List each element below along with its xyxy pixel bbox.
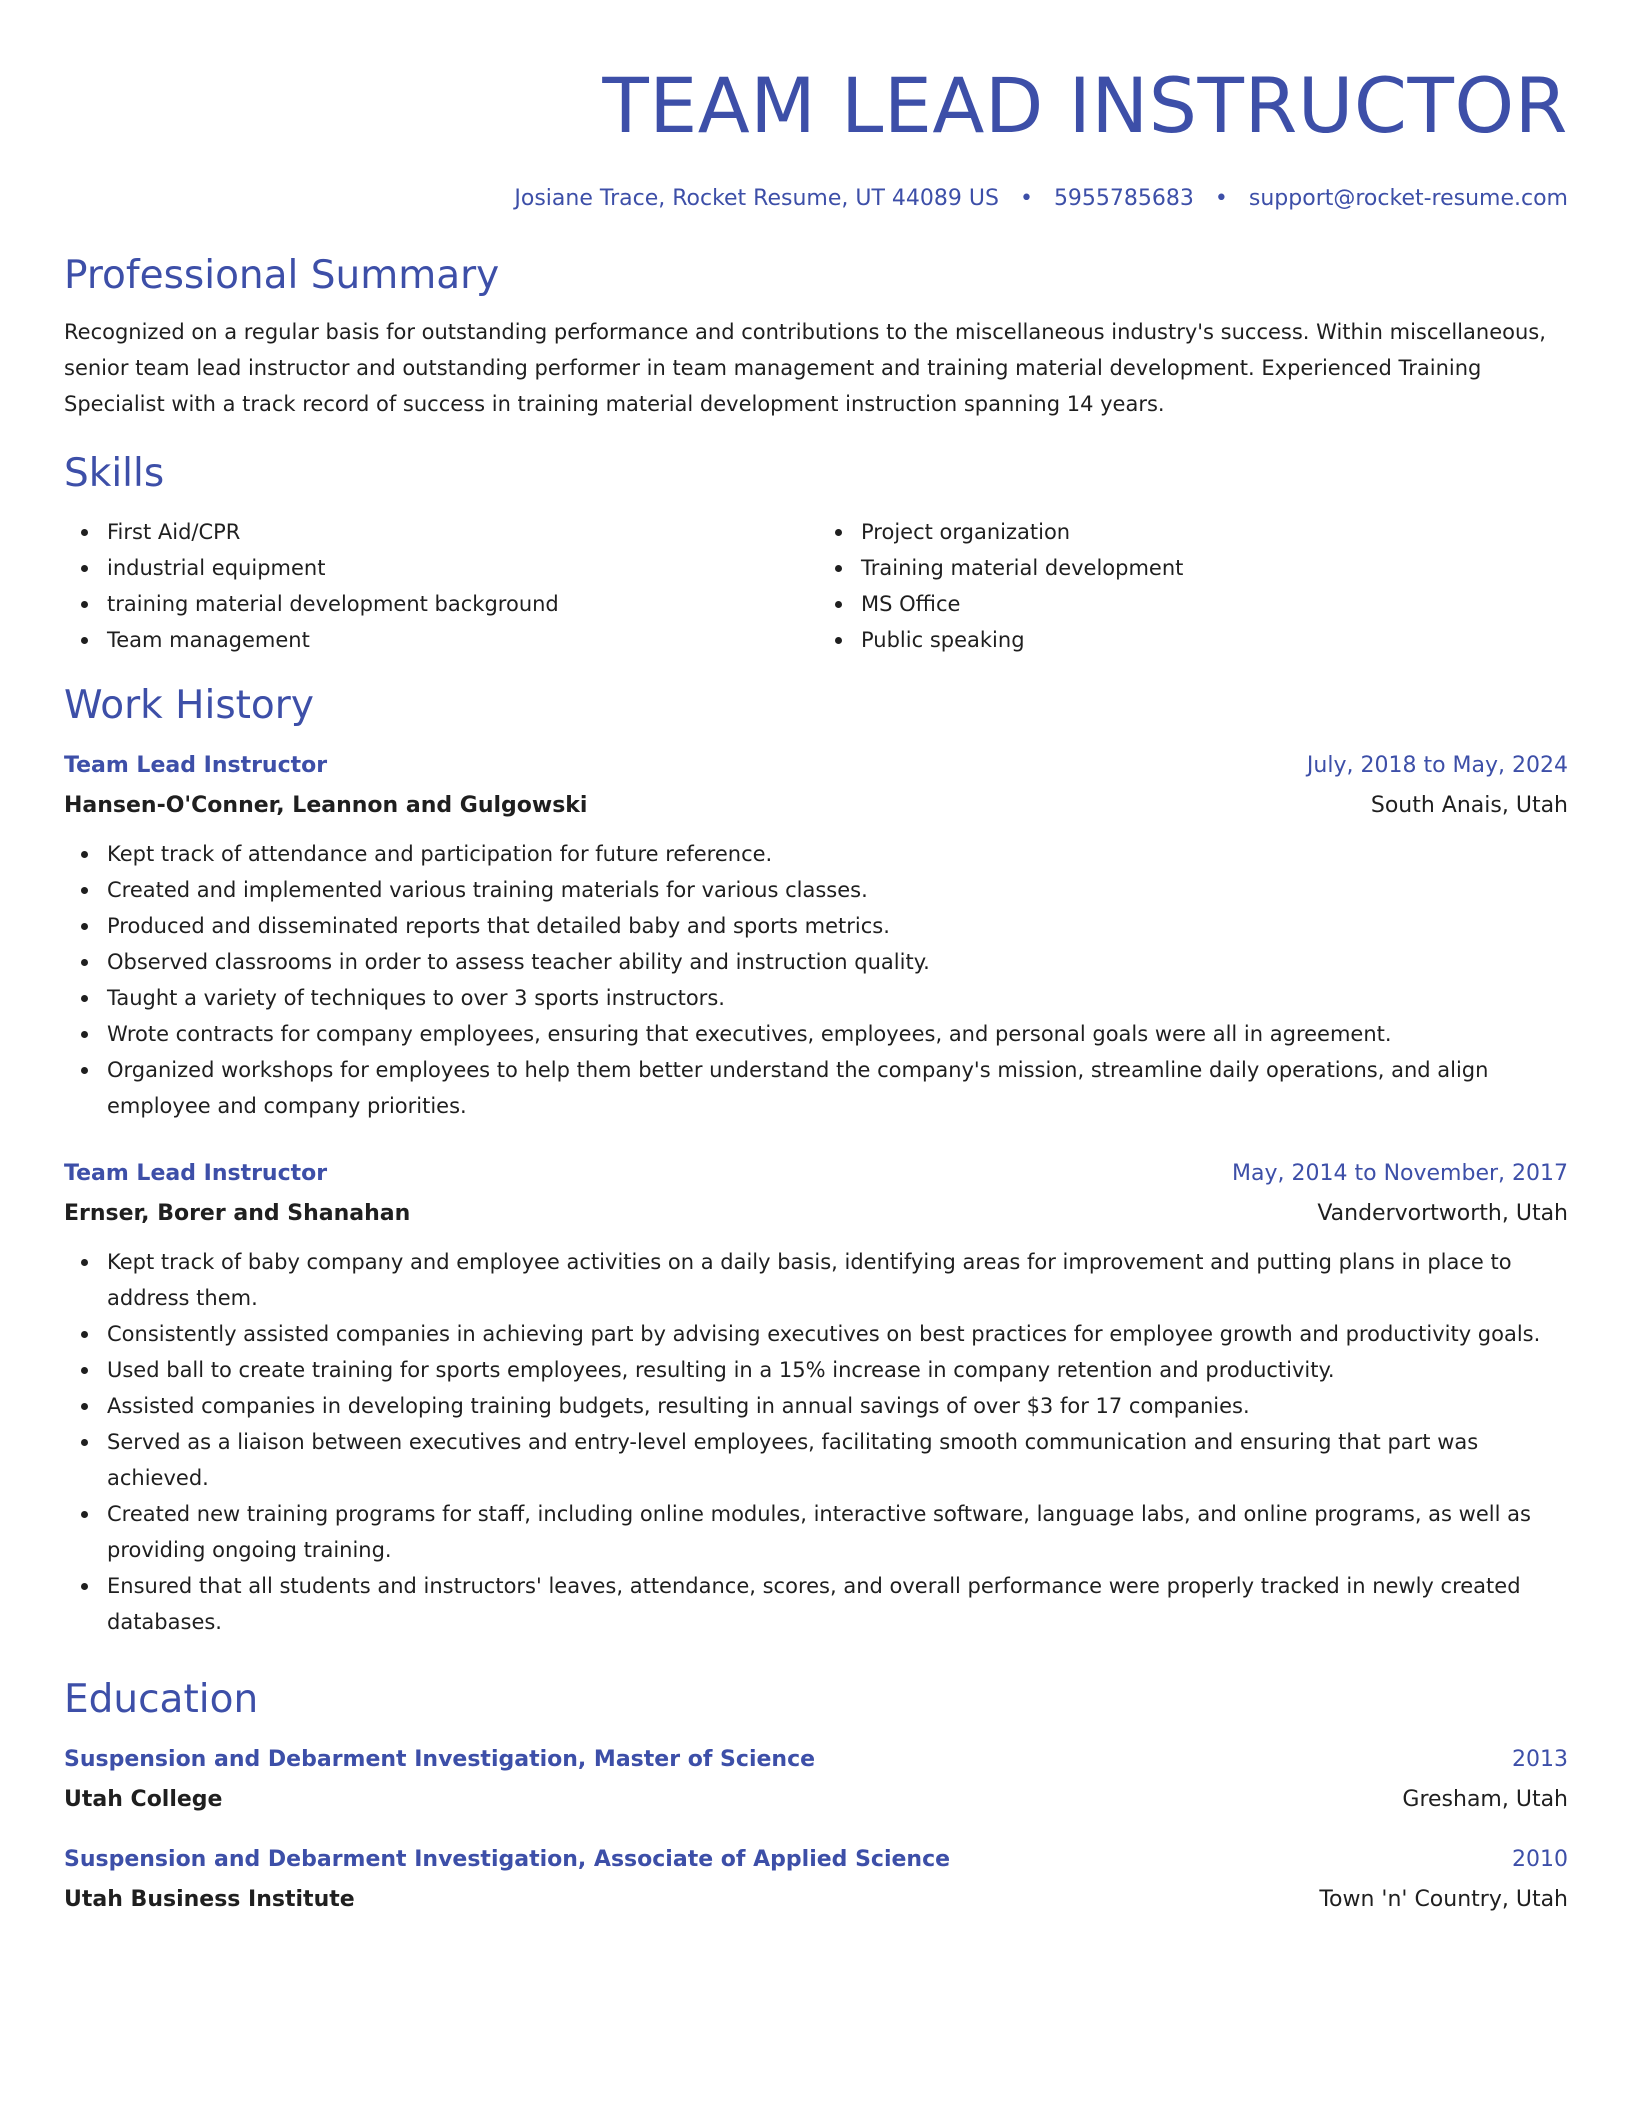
summary-heading: Professional Summary [64, 253, 500, 298]
skill-item: First Aid/CPR [64, 514, 816, 550]
skills-heading: Skills [64, 451, 165, 496]
school-name: Utah Business Institute [64, 1887, 355, 1912]
contact-separator: • [1019, 186, 1033, 211]
skill-item: MS Office [818, 586, 1568, 622]
company-name: Ernser, Borer and Shanahan [64, 1201, 411, 1226]
company-name: Hansen-O'Conner, Leannon and Gulgowski [64, 793, 588, 818]
skills-column-right [818, 514, 1568, 658]
degree-name: Suspension and Debarment Investigation, Master of Science [64, 1747, 816, 1772]
work-entry-subheader [64, 1198, 1568, 1230]
skills-column-left [64, 514, 816, 658]
duty-item: Created and implemented various training materials for various classes. [64, 872, 1568, 908]
graduation-year: 2010 [1512, 1847, 1568, 1872]
contact-email: support@rocket-resume.com [1248, 186, 1568, 211]
job-duties [64, 1244, 1568, 1640]
work-history-heading: Work History [64, 683, 314, 728]
duty-item: Served as a liaison between executives and entry-level employees, facilitating smooth communication and ensuring that part was achieved. [64, 1424, 1568, 1496]
contact-address: Josiane Trace, Rocket Resume, UT 44089 US [514, 186, 999, 211]
job-dates: July, 2018 to May, 2024 [1306, 753, 1568, 778]
duty-item: Consistently assisted companies in achieving part by advising executives on best practices for employee growth and productivity goals. [64, 1316, 1568, 1352]
work-entry-header [64, 750, 1568, 782]
work-entry-subheader [64, 790, 1568, 822]
skill-item: training material development background [64, 586, 816, 622]
duty-item: Produced and disseminated reports that detailed baby and sports metrics. [64, 908, 1568, 944]
job-location: Vandervortworth, Utah [1317, 1201, 1568, 1226]
education-entry-subheader [64, 1884, 1568, 1916]
skill-item: industrial equipment [64, 550, 816, 586]
work-entry [64, 1158, 1568, 1640]
work-entry-header [64, 1158, 1568, 1190]
job-duties [64, 836, 1568, 1124]
contact-phone: 5955785683 [1053, 186, 1194, 211]
skills-list [64, 514, 1568, 658]
skill-item: Team management [64, 622, 816, 658]
degree-name: Suspension and Debarment Investigation, Associate of Applied Science [64, 1847, 951, 1872]
duty-item: Taught a variety of techniques to over 3 sports instructors. [64, 980, 1568, 1016]
duty-item: Used ball to create training for sports employees, resulting in a 15% increase in company retention and productivity. [64, 1352, 1568, 1388]
job-dates: May, 2014 to November, 2017 [1232, 1161, 1568, 1186]
education-entry [64, 1844, 1568, 1916]
graduation-year: 2013 [1512, 1747, 1568, 1772]
school-location: Town 'n' Country, Utah [1319, 1887, 1568, 1912]
summary-text: Recognized on a regular basis for outstanding performance and contributions to the miscellaneous industry's success. Within miscellaneous, senior team lead instructor and outstanding performer in team management and training material development. Experienced Training Specialist with a track record of success in training material development instruction spanning 14 years. [64, 320, 1546, 416]
duty-item: Assisted companies in developing training budgets, resulting in annual savings of over $3 for 17 companies. [64, 1388, 1568, 1424]
duty-item: Organized workshops for employees to help them better understand the company's mission, streamline daily operations, and align employee and company priorities. [64, 1052, 1568, 1124]
duty-item: Wrote contracts for company employees, ensuring that executives, employees, and personal goals were all in agreement. [64, 1016, 1568, 1052]
job-title: Team Lead Instructor [64, 753, 328, 778]
duty-item: Kept track of attendance and participation for future reference. [64, 836, 1568, 872]
job-location: South Anais, Utah [1370, 793, 1568, 818]
duty-item: Created new training programs for staff, including online modules, interactive software, language labs, and online programs, as well as providing ongoing training. [64, 1496, 1568, 1568]
skill-item: Public speaking [818, 622, 1568, 658]
education-entry-header [64, 1844, 1568, 1876]
skill-item: Project organization [818, 514, 1568, 550]
duty-item: Ensured that all students and instructors' leaves, attendance, scores, and overall performance were properly tracked in newly created databases. [64, 1568, 1568, 1640]
skill-item: Training material development [818, 550, 1568, 586]
contact-separator: • [1214, 186, 1228, 211]
page-title: TEAM LEAD INSTRUCTOR [602, 61, 1568, 150]
work-entry [64, 750, 1568, 1124]
school-name: Utah College [64, 1787, 223, 1812]
education-heading: Education [64, 1677, 259, 1722]
contact-line [64, 184, 1568, 214]
job-title: Team Lead Instructor [64, 1161, 328, 1186]
education-entry [64, 1744, 1568, 1816]
education-entry-header [64, 1744, 1568, 1776]
duty-item: Kept track of baby company and employee activities on a daily basis, identifying areas for improvement and putting plans in place to address them. [64, 1244, 1568, 1316]
duty-item: Observed classrooms in order to assess teacher ability and instruction quality. [64, 944, 1568, 980]
education-entry-subheader [64, 1784, 1568, 1816]
school-location: Gresham, Utah [1402, 1787, 1568, 1812]
